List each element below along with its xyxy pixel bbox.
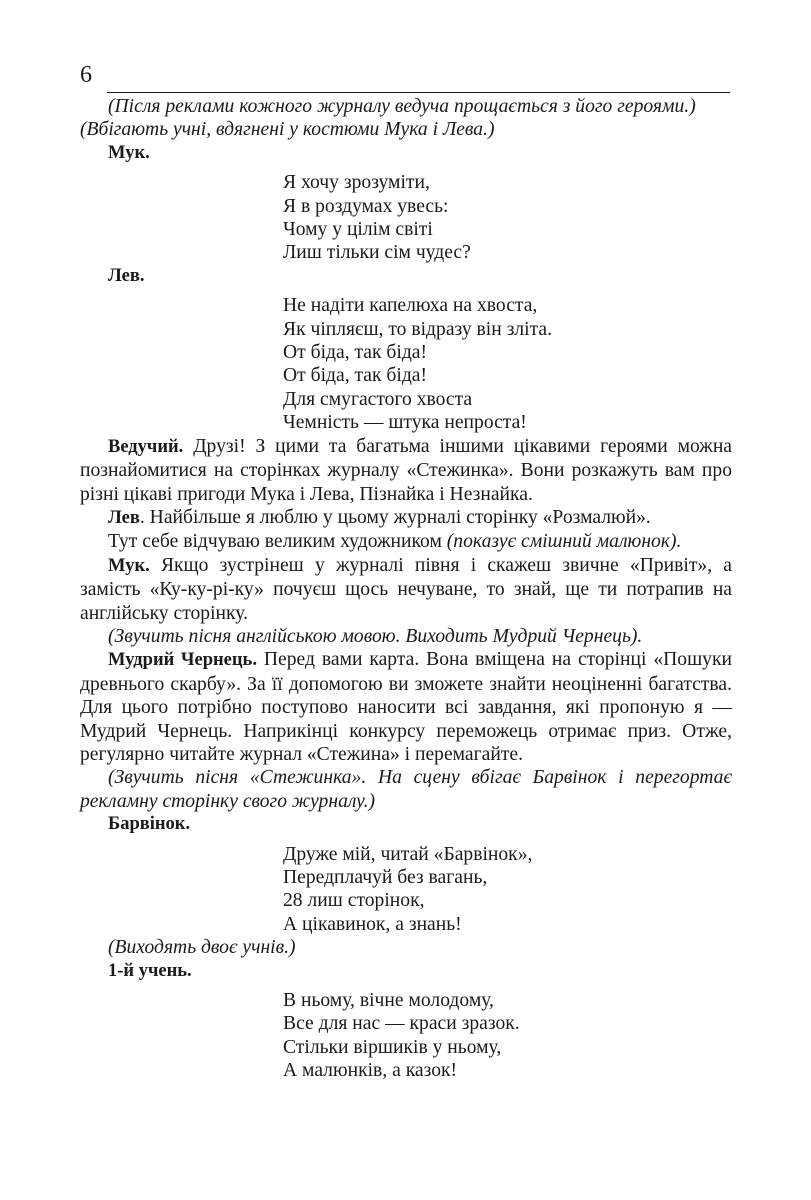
stage-direction: (Виходять двоє учнів.) — [108, 937, 296, 959]
paragraph-text: Тут себе відчуваю великим художником — [108, 531, 447, 553]
paragraph — [80, 530, 732, 553]
speaker-uchen1: 1-й учень. — [108, 960, 192, 981]
page-number: 6 — [80, 62, 92, 88]
stage-direction: (показує смішний малюнок). — [446, 531, 682, 553]
stanza-uchen1 — [80, 989, 732, 1083]
speaker-barvinok: Барвінок. — [108, 814, 191, 835]
paragraph — [80, 506, 732, 530]
verse-line: А цікавинок, а знань! — [283, 913, 462, 935]
page-content — [80, 95, 732, 1083]
verse-line: Не надіти капелюха на хвоста, — [283, 295, 538, 317]
header-rule — [107, 92, 730, 93]
stanza-barvinok — [80, 843, 732, 937]
verse-line: Лиш тільки сім чудес? — [283, 242, 471, 264]
verse-line: Все для нас — краси зразок. — [283, 1013, 520, 1035]
verse-line: Передплачуй без вагань, — [283, 867, 488, 888]
verse-line: Для смугастого хвоста — [283, 388, 473, 410]
stage-direction: (Звучить пісня «Стежинка». На сцену вбігає Барвінок і перегортає рекламну сторінку свого журналу.) — [80, 767, 732, 812]
stage-direction: (Після реклами кожного журналу ведуча прощається з його героями.) — [108, 96, 696, 117]
verse-line: От біда, так біда! — [283, 342, 428, 364]
verse-line: Чому у цілім світі — [283, 219, 433, 241]
paragraph-text: . Найбільше я люблю у цьому журналі сторінку «Розмалюй». — [139, 506, 651, 528]
paragraph — [80, 648, 732, 766]
paragraph — [80, 435, 732, 506]
verse-line: Я хочу зрозуміти, — [283, 172, 430, 194]
verse-line: Друже мій, читай «Барвінок», — [283, 843, 533, 865]
verse-line: А малюнків, а казок! — [283, 1060, 458, 1082]
stage-direction: (Звучить пісня англійською мовою. Виходить Мудрий Чернець). — [108, 625, 643, 647]
verse-line: От біда, так біда! — [283, 365, 428, 387]
verse-line: Я в роздумах увесь: — [283, 195, 449, 217]
verse-line: Стільки віршиків у ньому, — [283, 1036, 502, 1058]
speaker-muk: Мук. — [108, 142, 150, 163]
stage-direction: (Вбігають учні, вдягнені у костюми Мука і Лева.) — [80, 119, 495, 141]
paragraph-text: Перед вами карта. Вона вміщена на сторінці «Пошуки древнього скарбу». За її допомогою ви зможете знайти неоціненні багатства. Для цього потрібно поступово наносити всі завдання, які пропоную я — Мудрий Чернець. Наприкінці конкурсу переможець отримає приз. Отже, регулярно читайте журнал «Стежина» і перемагайте. — [80, 649, 732, 765]
speaker-inline: Лев — [108, 507, 140, 528]
paragraph-text: Друзі! З цими та багатьма іншими цікавими героями можна познайомитися на сторінках журналу «Стежинка». Вони розкажуть вам про різні цікаві пригоди Мука і Лева, Пізнайка і Незнайка. — [80, 435, 733, 505]
paragraph — [80, 554, 732, 625]
verse-line: В ньому, вічне молодому, — [283, 990, 494, 1012]
speaker-inline: Мудрий Чернець. — [108, 650, 257, 671]
speaker-lev: Лев. — [108, 265, 145, 286]
verse-line: Як чіпляєш, то відразу він зліта. — [283, 318, 552, 340]
verse-line: 28 лиш сторінок, — [283, 890, 425, 912]
speaker-inline: Ведучий. — [108, 436, 184, 457]
stanza-muk — [80, 171, 732, 265]
paragraph-text: Якщо зустрінеш у журналі півня і скажеш звичне «Привіт», а замість «Ку-ку-рі-ку» почуєш щось нечуване, то знай, ще ти потрапив на англійську сторінку. — [80, 554, 732, 624]
speaker-inline: Мук. — [108, 555, 150, 576]
stanza-lev — [80, 294, 732, 434]
verse-line: Чемність — штука непроста! — [283, 412, 527, 434]
